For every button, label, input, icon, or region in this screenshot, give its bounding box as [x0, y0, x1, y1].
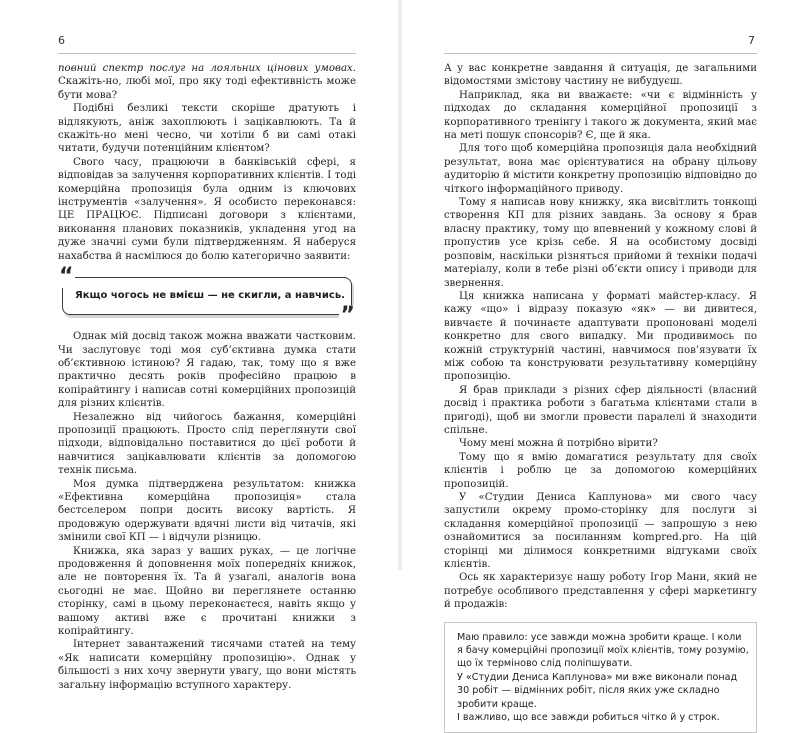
paragraph: повний спектр послуг на лояльних цінових умовах. Скажіть-но, любі мої, про яку тоді ефективність може бути мова?: [58, 63, 356, 101]
testimonial-line: У «Студии Дениса Каплунова» ми вже виконали понад 30 робіт — відмінних робіт, після яких уже складно зробити краще.: [457, 671, 738, 710]
paragraph: Тому я написав нову книжку, яка висвітлить тонкощі створення КП для різних завдань. За основу я брав власну практику, тому що впевнений у кожному слові й пропустив усе крізь себе. Я на особистому досвіді розповім, наскільки різняться прийоми й техніки подачі матеріалу, коли в тебе різні об’єкти опису і приводи для звернення.: [444, 197, 757, 289]
paragraph: А у вас конкретне завдання й ситуація, де загальними відомостями змістову частину не вибудуєш.: [444, 63, 757, 88]
right-page: [400, 0, 800, 724]
paragraph: Інтернет завантажений тисячами статей на тему «Як написати комерційну пропозицію». Однак у більшості з них хочу звернути увагу, що вони містять загальну інформацію вступного характеру.: [58, 639, 356, 691]
paragraph: Ця книжка написана у форматі майстер-класу. Я кажу «що» і відразу показую «як» — ви дивитеся, вивчаєте й починаєте адаптувати пропоновані моделі конкретно для свого випадку. Ми продивимось по кожній структурній частині, навчимося пов’язувати їх між собою та конструювати результативну комерційну пропозицію.: [444, 290, 757, 383]
right-text-column: [444, 62, 757, 733]
paragraph: Чому мені можна й потрібно вірити?: [459, 438, 658, 450]
header-rule: [444, 53, 757, 54]
paragraph: Ось як характеризує нашу роботу Ігор Мани, який не потребує особливого представлення у сфері маркетингу й продажів:: [444, 572, 757, 611]
paragraph: Незалежно від чийогось бажання, комерційні пропозиції працюють. Просто слід переглянути свої підходи, відповідально поставитися до цієї роботи й навчитися зацікавлювати клієнтів за допомогою технік письма.: [58, 411, 356, 477]
paragraph: Книжка, яка зараз у ваших руках, — це логічне продовження й доповнення моїх попередніх книжок, але не повторення їх. Та й узагалі, аналогів вона сьогодні не має. Щойно ви переглянете останню сторінку, самі в цьому переконаєтеся, навіть якщо у вашому активі вже є прочитані книжки з копірайтингу.: [58, 545, 356, 638]
italic-lead: повний спектр послуг на лояльних цінових умовах.: [58, 63, 356, 74]
quote-box: [59, 264, 355, 329]
paragraph: У «Студии Дениса Каплунова» ми свого часу запустили окрему промо-сторінку для послуги зі складання комерційної пропозиції — запрошую з нею ознайомитися за посиланням kompred.pro. На цій сторінці ми ділимося конкретними відгуками своїх клієнтів.: [444, 492, 757, 571]
testimonial-box: [444, 622, 757, 733]
paragraph: Свого часу, працюючи в банківській сфері, я відповідав за залучення корпоративних клієнтів. І тоді комерційна пропозиція була одним із ключових інструментів «залучення». Я особисто переконався: ЦЕ ПРАЦЮЄ. Підписані договори з клієнтами, виконання планових показників, укладення угод на дуже значні суми були підтвердженням. Я наберуся нахабства й насмілюся до болю категорично заявити:: [58, 156, 356, 262]
paragraph: Подібні безликі тексти скоріше дратують і відлякують, аніж захоплюють і зацікавлюють. Та й скажіть-но мені чесно, чи хотіли б ви самі отакі читати, будучи потенційним клієнтом?: [58, 103, 356, 155]
left-text-column: [58, 62, 356, 692]
page-number: 7: [748, 34, 755, 47]
testimonial-line: І важливо, що все завжди робиться чітко й у строк.: [457, 712, 720, 724]
page-number: 6: [58, 34, 65, 47]
paragraph: Наприклад, яка ви вважаєте: «чи є відмінність у підходах до складання комерційної пропозиції з корпоративного тренінгу і такого ж документа, який має на меті пошук спонсорів? Є, ще й яка.: [444, 89, 757, 142]
quote-text: Якщо чогось не вмієш — не скигли, а навчись.: [75, 290, 345, 302]
left-page: [0, 0, 400, 691]
paragraph: Тому що я вмію домагатися результату для своїх клієнтів і роблю це за допомогою комерційних пропозицій.: [444, 451, 757, 490]
paragraph: Моя думка підтверджена результатом: книжка «Ефективна комерційна пропозиція» стала бестселером попри досить високу вартість. Я продовжую одержувати вдячні листи від читачів, які змінили свої КП — і відчули різницю.: [58, 478, 356, 544]
open-quote-icon: “: [59, 264, 74, 290]
close-quote-icon: ”: [340, 303, 355, 329]
header-rule: [58, 53, 356, 54]
paragraph: Я брав приклади з різних сфер діяльності (власний досвід і практика роботи з багатьма клієнтами стали в пригоді), щоб ви змогли провести паралелі й знаходити спільне.: [444, 384, 757, 436]
paragraph: Однак мій досвід також можна вважати частковим. Чи заслуговує тоді моя суб’єктивна думка стати об’єктивною істиною? Я гадаю, так, тому що я вже практично десять років професійно працюю в копірайтингу і написав сотні комерційних пропозицій для різних клієнтів.: [58, 331, 356, 410]
testimonial-line: Маю правило: усе завжди можна зробити краще. І коли я бачу комерційні пропозиції моїх клієнтів, тому розумію, що їх терміново слід поліпшувати.: [457, 631, 749, 670]
paragraph: Для того щоб комерційна пропозиція дала необхідний результат, вона має орієнтуватися на обрану цільову аудиторію й містити конкретну пропозицію відповідно до чіткого інформаційного приводу.: [444, 143, 757, 195]
